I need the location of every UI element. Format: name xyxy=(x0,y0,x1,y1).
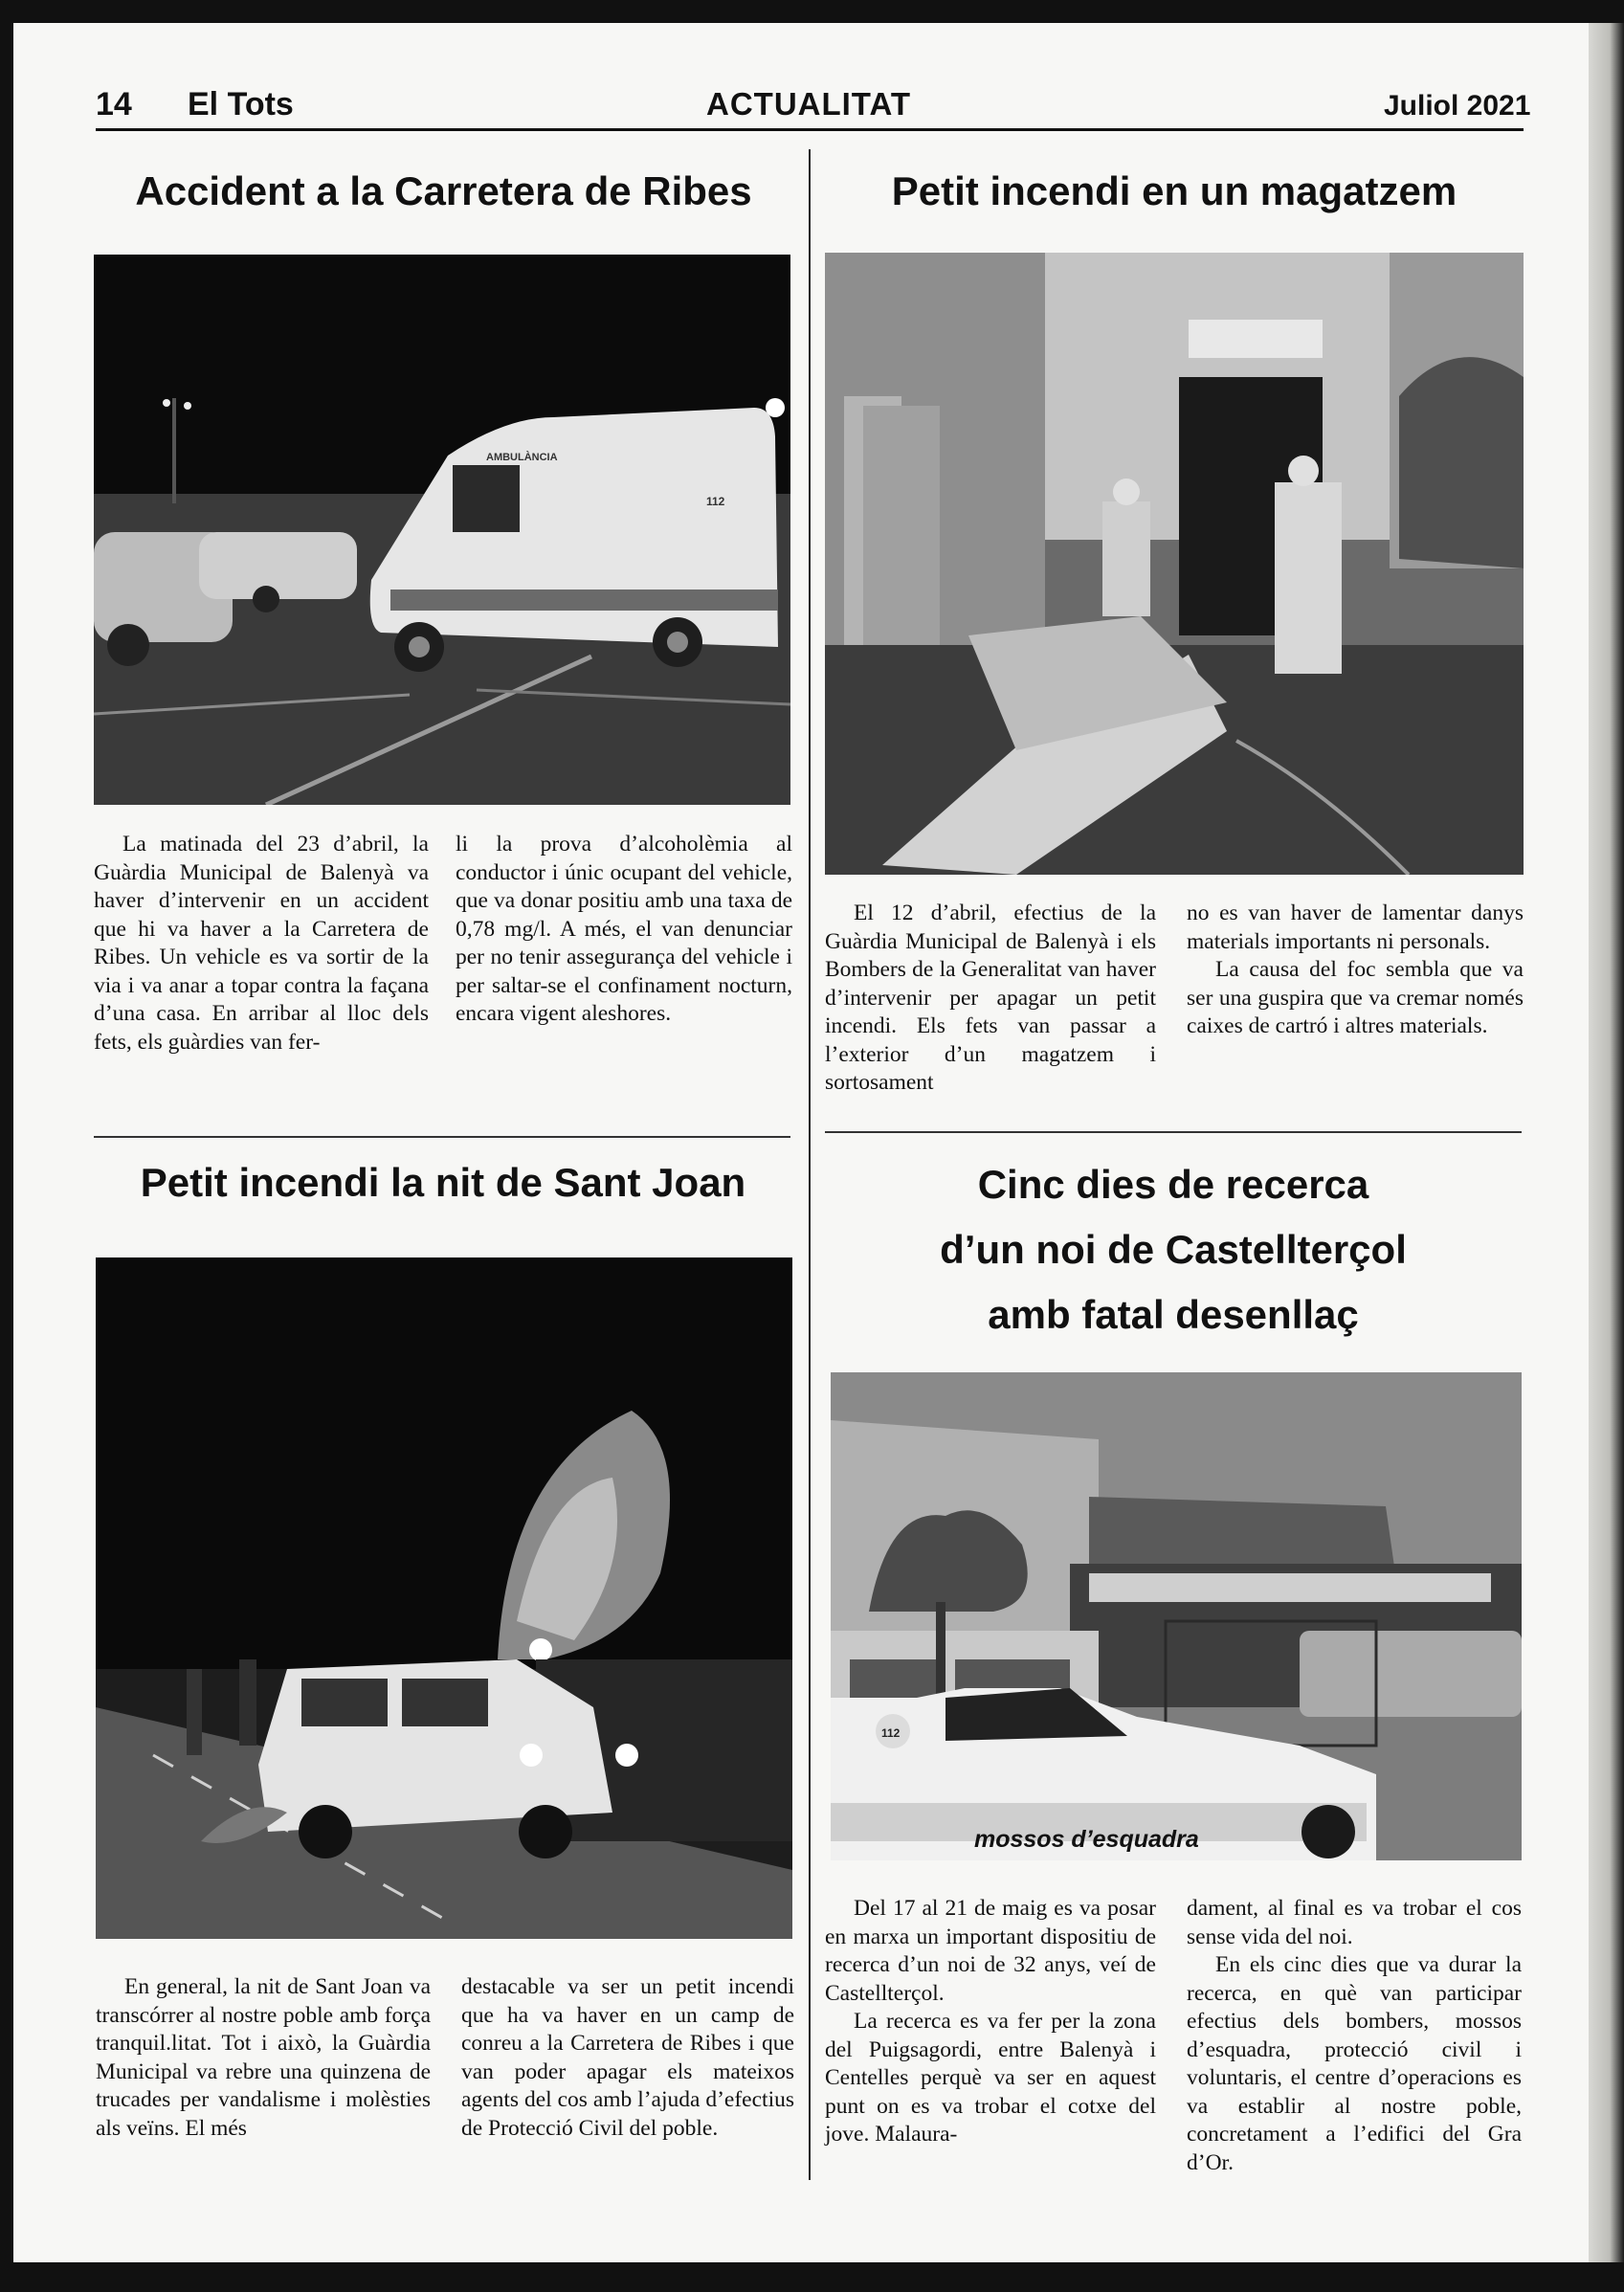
article-text-col1 xyxy=(96,1973,431,2143)
article-text-col1 xyxy=(94,831,429,1057)
headline-line: amb fatal desenllaç xyxy=(988,1292,1359,1337)
article-photo-ambulance xyxy=(94,255,790,805)
paragraph: dament, al final es va trobar el cos sense vida del noi. xyxy=(1187,1896,1522,1949)
column-divider xyxy=(809,149,811,2180)
paragraph: destacable va ser un petit incendi que ha va haver en un camp de conreu a la Carretera de Ribes i que van poder apagar els mateixos agents del cos amb l’ajuda d’efectius de Protecció Civil del poble. xyxy=(461,1974,794,2141)
paragraph: li la prova d’alcoholèmia al conductor i únic ocupant del vehicle, que va donar positiu amb una taxa de 0,78 mg/l. A més, el van denunciar per no tenir assegurança del vehicle i per saltar-se el confinament nocturn, encara vigent aleshores. xyxy=(456,832,792,1026)
article-text-col1 xyxy=(825,1895,1156,2149)
article-divider-left xyxy=(94,1136,790,1138)
ambulance-label: AMBULÀNCIA xyxy=(486,452,558,463)
headline-line: Cinc dies de recerca xyxy=(977,1162,1369,1207)
vehicle-number: 112 xyxy=(881,1726,901,1740)
article-headline xyxy=(825,1152,1522,1347)
page-number: 14 xyxy=(96,86,132,122)
paragraph: La causa del foc sembla que va ser una guspira que va cremar només caixes de cartró i altres materials. xyxy=(1187,957,1524,1038)
paragraph: En general, la nit de Sant Joan va transcórrer al nostre poble amb força tranquil.litat. Tot i això, la Guàrdia Municipal va rebre una quinzena de trucades per vandalisme i molèsties als veïns. El més xyxy=(96,1974,431,2141)
article-photo-warehouse-fire xyxy=(825,253,1524,875)
ambulance-number: 112 xyxy=(706,495,725,508)
article-headline: Accident a la Carretera de Ribes xyxy=(135,168,752,213)
article-text-col1 xyxy=(825,900,1156,1098)
paragraph: La recerca es va fer per la zona del Puigsagordi, entre Balenyà i Centelles perquè va ser en aquest punt on es va trobar el cotxe del jove. Malaura- xyxy=(825,2009,1156,2147)
publication-name: El Tots xyxy=(188,86,294,122)
paragraph: El 12 d’abril, efectius de la Guàrdia Municipal de Balenyà i els Bombers de la Generalitat van haver d’intervenir per apagar un petit incendi. Els fets van passar a l’exterior d’un magatzem i sortosament xyxy=(825,901,1156,1095)
section-title: ACTUALITAT xyxy=(706,86,912,122)
article-photo-field-fire xyxy=(96,1257,792,1939)
article-divider-right xyxy=(825,1131,1522,1133)
article-text-col2 xyxy=(1187,900,1524,1041)
article-text-col2 xyxy=(1187,1895,1522,2177)
article-headline: Petit incendi la nit de Sant Joan xyxy=(140,1160,746,1205)
article-text-col2 xyxy=(456,831,792,1029)
mossos-vehicle-label: mossos d’esquadra xyxy=(974,1826,1199,1853)
article-headline: Petit incendi en un magatzem xyxy=(891,168,1457,213)
article-text-col2 xyxy=(461,1973,794,2143)
issue-date: Juliol 2021 xyxy=(1384,90,1531,122)
page-edge xyxy=(1589,23,1624,2262)
paragraph: Del 17 al 21 de maig es va posar en marxa un important dispositiu de recerca d’un noi de 32 anys, veí de Castellterçol. xyxy=(825,1896,1156,2006)
header-rule xyxy=(96,128,1524,131)
paragraph: En els cinc dies que va durar la recerca, en què van participar efectius dels bombers, mossos d’esquadra, protecció civil i voluntaris, el centre d’operacions es va establir al nostre poble, concretament a l’edifici del Gra d’Or. xyxy=(1187,1952,1522,2175)
paragraph: no es van haver de lamentar danys materials importants ni personals. xyxy=(1187,901,1524,954)
headline-line: d’un noi de Castellterçol xyxy=(940,1227,1407,1272)
article-photo-police-station xyxy=(831,1372,1522,1860)
paragraph: La matinada del 23 d’abril, la Guàrdia Municipal de Balenyà va haver d’intervenir en un accident que hi va haver a la Carretera de Ribes. Un vehicle es va sortir de la via i va anar a topar contra la façana d’una casa. En arribar al lloc dels fets, els guàrdies van fer- xyxy=(94,832,429,1055)
